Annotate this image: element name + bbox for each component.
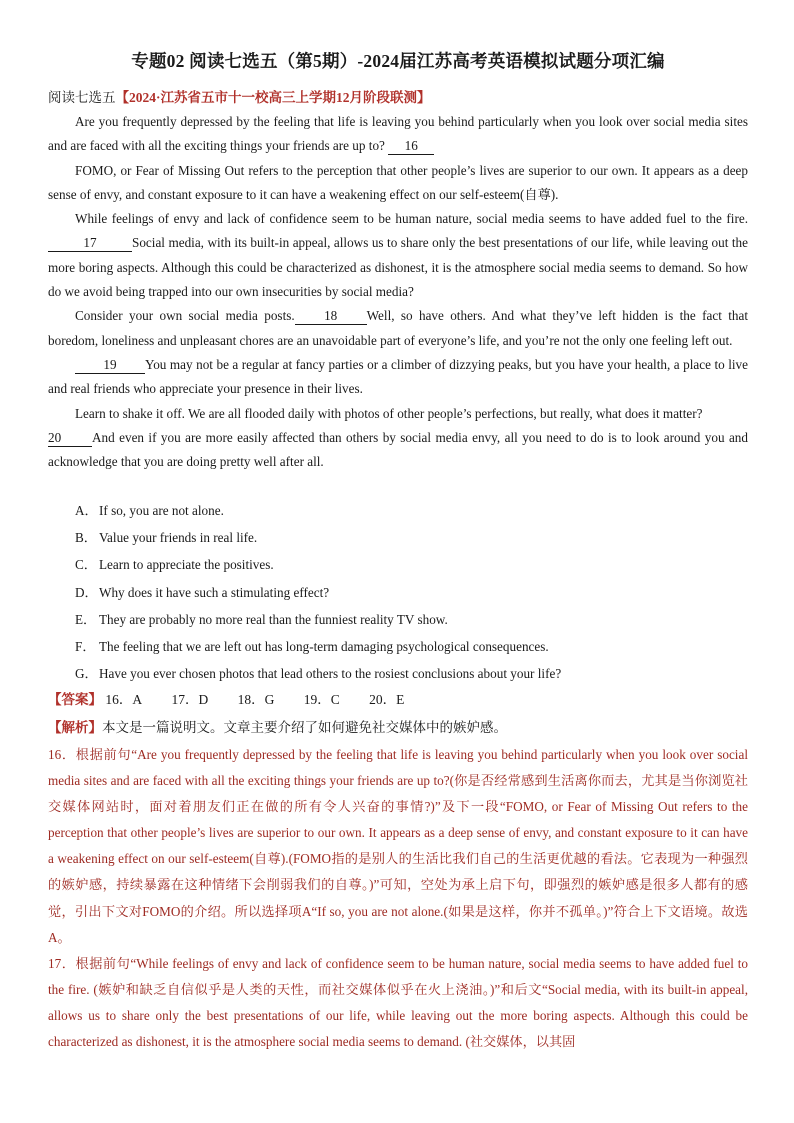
analysis-label: 【解析】 (48, 720, 102, 735)
passage-paragraph: FOMO, or Fear of Missing Out refers to the perception that other people’s lives are superior to our own. It appears as a deep sense of envy, and constant exposure to it can have a weakening effect on our self-esteem(自尊). (48, 162, 748, 202)
passage-paragraph: While feelings of envy and lack of confidence seem to be human nature, social media seems to have added fuel to the fire.17 Social media, with its built-in appeal, allows us to share only the best presentations of our life, while leaving out the more boring aspects. Although this could be characterized as dishonest, it is the atmosphere social media seems to demand. So how do we avoid being trapped into our own insecurities by social media? (48, 211, 748, 300)
option-f[interactable]: F． The feeling that we are left out has long-term damaging psychological consequences. (75, 638, 549, 654)
option-a[interactable]: A．If so, you are not alone. (75, 503, 224, 518)
source-line (48, 86, 431, 106)
option-e[interactable]: E． They are probably no more real than the funniest reality TV show. (75, 611, 448, 627)
passage-paragraph: 19 You may not be a regular at fancy parties or a climber of dizzying peaks, but you have your health, a place to live and real friends who appreciate your presence in their lives. (48, 356, 748, 397)
blank-18[interactable]: 18 (295, 308, 367, 325)
passage-paragraph: Learn to shake it off. We are all flooded daily with photos of other people’s perfections, but really, what does it matter? (75, 405, 703, 421)
explanation-17: 17．根据前句“While feelings of envy and lack of confidence seem to be human nature, social media seems to have added fuel to the fire. (嫉妒和缺乏自信似乎是人类的天性，而社交媒体似乎在火上浇油。)”和后文“Social media, with its built-in appeal, allows us to share only the best presentations of our life, while leaving out the more boring aspects. Although this could be characterized as dishonest, it is the atmosphere social media seems to demand. (社交媒体，以其固 (48, 955, 748, 1050)
answer-item: 20．E (369, 692, 405, 707)
blank-20[interactable]: 20 (48, 430, 92, 447)
source-tag: 【2024·江苏省五市十一校高三上学期12月阶段联测】 (115, 90, 431, 105)
options-list (75, 497, 561, 687)
explanation-16: 16．根据前句“Are you frequently depressed by the feeling that life is leaving you behind particularly when you look over social media sites and are faced with all the exciting things your friends are up to?(你是否经常感到生活离你而去，尤其是当你浏览社交媒体网站时，面对着朋友们正在做的所有令人兴奋的事情?)”及下一段“FOMO, or Fear of Missing Out refers to the perception that other people’s lives are superior to our own. It appears as a deep sense of envy, and constant exposure to it can have a weakening effect on our self-esteem(自尊).(FOMO指的是别人的生活比我们自己的生活更优越的看法。它表现为一种强烈的嫉妒感，持续暴露在这种情绪下会削弱我们的自尊。)”可知，空处为承上启下句，即强烈的嫉妒感是很多人都有的感觉，引出下文对FOMO的介绍。所以选择项A“If so, you are not alone.(如果是这样，你并不孤单。)”符合上下文语境。故选A。 (48, 747, 748, 945)
passage-paragraph: Consider your own social media posts. 18 Well, so have others. And what they’ve left hidden is the fact that boredom, loneliness and unpleasant chores are an unavoidable part of everyone’s life, and you’re not the only one feeling left out. (48, 308, 748, 348)
page-title: 专题02 阅读七选五（第5期）-2024届江苏高考英语模拟试题分项汇编 (131, 51, 665, 71)
explanations (48, 742, 748, 1055)
answer-item: 17．D (171, 692, 209, 707)
option-d[interactable]: D．Why does it have such a stimulating effect? (75, 584, 330, 600)
analysis-line (48, 716, 507, 736)
option-b[interactable]: B． Value your friends in real life. (75, 530, 258, 546)
answer-label: 【答案】 (48, 692, 102, 707)
option-c[interactable]: C． Learn to appreciate the positives. (75, 557, 274, 573)
option-g[interactable]: G．Have you ever chosen photos that lead others to the rosiest conclusions about your life? (75, 666, 562, 682)
passage (48, 110, 748, 474)
analysis-summary: 本文是一篇说明文。文章主要介绍了如何避免社交媒体中的嫉妒感。 (102, 720, 507, 735)
answer-item: 16．A (105, 692, 143, 707)
blank-17[interactable]: 17 (48, 235, 132, 252)
section-label: 阅读七选五 (48, 90, 116, 105)
answer-line (48, 688, 430, 708)
passage-paragraph: Are you frequently depressed by the feeling that life is leaving you behind particularly when you look over social media sites and are faced with all the exciting things your friends are up to? 16 (48, 114, 748, 154)
blank-19[interactable]: 19 (75, 357, 145, 374)
passage-paragraph: 20 And even if you are more easily affected than others by social media envy, all you need to do is to look around you and acknowledge that you are doing pretty well after all. (48, 429, 748, 470)
blank-16[interactable]: 16 (388, 138, 434, 155)
answer-item: 18．G (237, 692, 275, 707)
answer-item: 19．C (303, 692, 340, 707)
